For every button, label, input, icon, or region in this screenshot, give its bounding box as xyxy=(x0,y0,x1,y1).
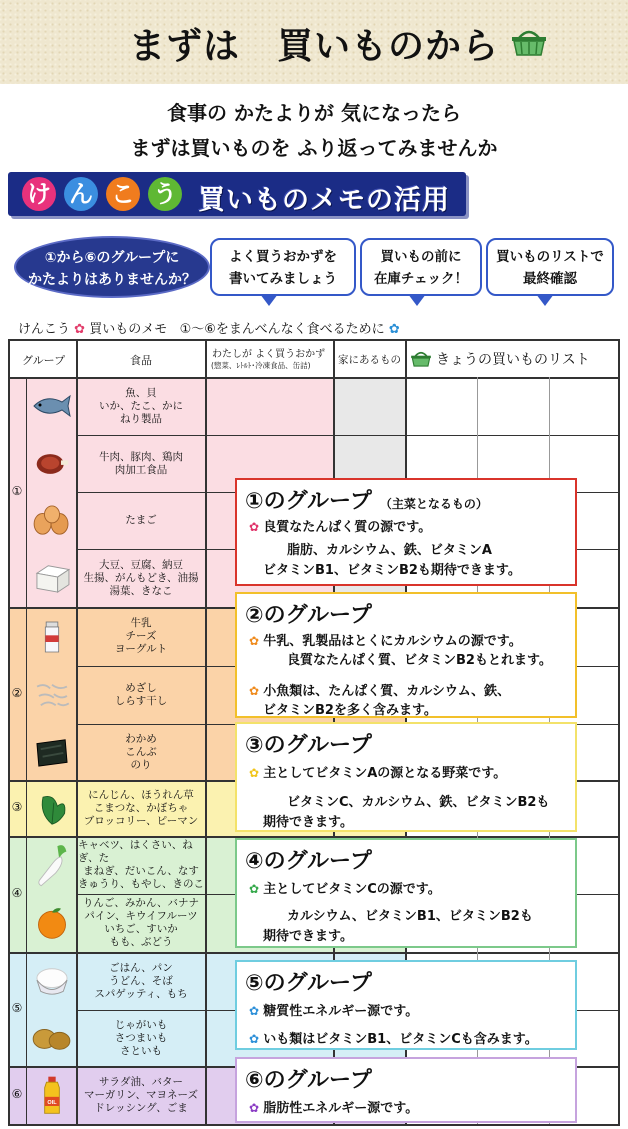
tip-bubble-write xyxy=(210,238,356,296)
food-text: いか、たこ、かに xyxy=(99,399,183,412)
title-banner xyxy=(8,172,466,216)
food-text: 湯葉、きなこ xyxy=(109,584,173,597)
food-text: 牛乳 xyxy=(130,617,152,629)
food-text: 生揚、がんもどき、油揚 xyxy=(83,571,199,584)
popup-text: 脂肪性エネルギー源です。 xyxy=(263,1101,419,1116)
page-title: まずは 買いものから xyxy=(128,26,499,67)
food-text: 大豆、豆腐、納豆 xyxy=(99,558,183,571)
group-5-info xyxy=(235,960,577,1050)
food-text: もも、ぶどう xyxy=(109,936,173,948)
food-text: サラダ油、バター xyxy=(99,1075,183,1088)
banner-text: 買いものメモの活用 xyxy=(198,185,450,216)
food-cell xyxy=(78,894,204,952)
food-cell xyxy=(78,666,204,724)
group-number: ⑤ xyxy=(11,1001,23,1015)
flower-icon: ✿ xyxy=(249,520,264,534)
popup-text: ビタミンC、カルシウム、鉄、ビタミンB2も xyxy=(287,795,550,810)
food-text: わかめ xyxy=(125,732,157,745)
tip-stock-line-2: 在庫チェック！ xyxy=(373,271,469,287)
popup-text: 牛乳、乳製品はとくにカルシウムの源です。 xyxy=(263,634,522,649)
spinach-icon xyxy=(28,782,76,834)
question-bubble xyxy=(14,236,210,298)
popup-title: ⑤のグループ xyxy=(245,971,372,996)
list-cell[interactable] xyxy=(405,377,477,435)
food-text: りんご、みかん、バナナ xyxy=(82,897,200,909)
food-text: じゃがいも xyxy=(114,1018,168,1031)
tip-bubble-stock xyxy=(360,238,482,296)
popup-title: ②のグループ xyxy=(245,603,372,628)
food-text: まねぎ、だいこん、なす xyxy=(83,865,199,877)
popup-subtitle: （主菜となるもの） xyxy=(379,497,488,511)
food-cell xyxy=(78,780,204,836)
popup-text: 小魚類は、たんぱく質、カルシウム、鉄、 xyxy=(263,684,511,699)
banner-char-ke: け xyxy=(22,177,56,211)
food-text: ねり製品 xyxy=(120,412,162,425)
food-text: のり xyxy=(130,758,152,771)
banner-char-u: う xyxy=(148,177,182,211)
header-food: 食品 xyxy=(130,354,152,367)
group-1-info xyxy=(235,478,577,586)
group-number: ① xyxy=(11,484,23,498)
small-fish-icon xyxy=(28,668,76,722)
food-text: ヨーグルト xyxy=(114,643,168,655)
memo-label xyxy=(18,318,400,337)
flower-icon: ✿ xyxy=(74,322,86,337)
flower-icon: ✿ xyxy=(249,684,264,698)
question-line-1: ①から⑥のグループに xyxy=(44,250,180,266)
grid-line xyxy=(8,1124,620,1126)
popup-text: 脂肪、カルシウム、鉄、ビタミンA xyxy=(287,543,492,558)
food-text: こまつな、かぼちゃ xyxy=(93,801,189,814)
list-cell[interactable] xyxy=(549,377,620,435)
food-text: ドレッシング、ごま xyxy=(94,1101,188,1114)
food-text: ごはん、パン xyxy=(109,961,173,974)
tip-write-line-1: よく買うおかずを xyxy=(229,249,337,265)
food-text: パイン、キウイフルーツ xyxy=(84,910,198,922)
food-text: 肉加工食品 xyxy=(114,463,168,476)
food-cell xyxy=(78,836,204,894)
food-cell xyxy=(78,1066,204,1124)
food-text: マーガリン、マヨネーズ xyxy=(84,1088,198,1101)
seaweed-icon xyxy=(28,726,76,778)
oil-icon xyxy=(28,1068,76,1122)
egg-icon xyxy=(28,494,76,547)
popup-text: 良質なたんぱく質の源です。 xyxy=(263,520,432,535)
food-cell xyxy=(78,952,204,1010)
food-cell xyxy=(78,549,204,607)
meat-icon xyxy=(28,437,76,490)
food-text: いちご、すいか xyxy=(104,923,178,935)
memo-name: 買いものメモ xyxy=(89,322,168,337)
food-cell xyxy=(78,377,204,435)
food-text: うどん、そば xyxy=(109,974,173,987)
food-text: さといも xyxy=(120,1044,162,1057)
food-text: きゅうり、もやし、きのこ xyxy=(78,878,204,890)
popup-text: いも類はビタミンB1、ビタミンCも含みます。 xyxy=(263,1032,538,1047)
tip-stock-line-1: 買いもの前に xyxy=(380,249,462,265)
header-home: 家にあるもの xyxy=(338,354,401,366)
orange-icon xyxy=(28,896,76,950)
food-cell xyxy=(78,607,204,666)
popup-text: ビタミンB1、ビタミンB2も期待できます。 xyxy=(263,563,521,578)
potato-icon xyxy=(28,1012,76,1064)
list-cell[interactable] xyxy=(477,377,549,435)
tip-bubble-list xyxy=(486,238,614,296)
food-text: ブロッコリー、ピーマン xyxy=(83,814,199,827)
popup-title: ①のグループ xyxy=(245,489,372,514)
flower-icon: ✿ xyxy=(249,1004,264,1018)
group-number: ⑥ xyxy=(11,1087,23,1101)
flower-icon: ✿ xyxy=(249,1032,264,1046)
memo-suffix: ①～⑥をまんべんなく食べるために xyxy=(179,322,385,337)
group-number: ③ xyxy=(11,800,23,814)
group-number: ④ xyxy=(11,886,23,900)
memo-prefix: けんこう xyxy=(18,322,71,337)
food-text: たまご xyxy=(125,514,157,526)
flower-icon: ✿ xyxy=(249,1101,264,1115)
header-bar xyxy=(0,0,628,84)
group-4-info xyxy=(235,838,577,948)
flower-icon: ✿ xyxy=(249,882,264,896)
banner-char-n: ん xyxy=(64,177,98,211)
popup-text: 主としてビタミンAの源となる野菜です。 xyxy=(263,766,507,781)
food-text: チーズ xyxy=(125,630,157,642)
grid-line xyxy=(8,339,620,341)
popup-text: 糖質性エネルギー源です。 xyxy=(263,1004,419,1019)
header-often-note: (惣菜、ﾚﾄﾙﾄ･冷凍食品、缶詰) xyxy=(211,361,311,370)
basket-icon xyxy=(510,26,548,56)
popup-text: 主としてビタミンCの源です。 xyxy=(263,882,441,897)
group-6-info xyxy=(235,1057,577,1123)
intro-line-2: まずは買いものを ふり返ってみませんか xyxy=(130,136,498,160)
food-text: キャベツ、はくさい、ねぎ、た xyxy=(78,839,193,864)
tofu-icon xyxy=(28,551,76,605)
tip-list-line-1: 買いものリストで xyxy=(496,249,604,265)
food-cell xyxy=(78,1010,204,1066)
popup-title: ④のグループ xyxy=(245,849,372,874)
header-list: きょうの買いものリスト xyxy=(436,352,590,368)
header-often: わたしが よく買うおかず xyxy=(212,349,326,360)
rice-icon xyxy=(28,954,76,1008)
often-cell[interactable] xyxy=(205,377,333,435)
flower-icon: ✿ xyxy=(249,634,264,648)
intro-line-1: 食事の かたよりが 気になったら xyxy=(167,101,461,125)
food-text: にんじん、ほうれん草 xyxy=(88,788,194,801)
food-text: 牛肉、豚肉、鶏肉 xyxy=(99,450,183,463)
banner-char-ko: こ xyxy=(106,177,140,211)
food-text: こんぶ xyxy=(125,745,157,758)
flower-icon: ✿ xyxy=(249,766,264,780)
popup-text: 期待できます。 xyxy=(263,929,353,944)
popup-text: 良質なたんぱく質、ビタミンB2もとれます。 xyxy=(287,653,552,668)
tip-list-line-2: 最終確認 xyxy=(523,271,577,287)
food-text: スパゲッティ、もち xyxy=(94,987,188,1000)
home-cell[interactable] xyxy=(333,377,405,435)
popup-title: ③のグループ xyxy=(245,733,372,758)
group-3-info xyxy=(235,722,577,832)
tip-write-line-2: 書いてみましょう xyxy=(229,271,337,287)
popup-text: カルシウム、ビタミンB1、ビタミンB2も xyxy=(287,909,533,924)
food-cell xyxy=(78,492,204,549)
fish-icon xyxy=(28,379,76,433)
group-2-info xyxy=(235,592,577,718)
milk-icon xyxy=(28,609,76,664)
food-text: めざし xyxy=(125,682,157,694)
flower-icon: ✿ xyxy=(388,322,400,337)
question-line-2: かたよりはありませんか？ xyxy=(28,272,196,288)
food-text: しらす干し xyxy=(114,695,168,707)
popup-text: 期待できます。 xyxy=(263,815,353,830)
popup-text: ビタミンB2を多く含みます。 xyxy=(263,703,437,718)
svg-text:OIL: OIL xyxy=(47,1100,57,1107)
basket-icon xyxy=(410,349,432,367)
food-cell xyxy=(78,435,204,492)
header-group: グループ xyxy=(22,354,66,367)
radish-icon xyxy=(28,838,76,892)
food-text: 魚、貝 xyxy=(125,386,157,399)
group-number: ② xyxy=(11,685,23,700)
popup-title: ⑥のグループ xyxy=(245,1068,372,1093)
food-cell xyxy=(78,724,204,780)
food-text: さつまいも xyxy=(114,1031,168,1044)
